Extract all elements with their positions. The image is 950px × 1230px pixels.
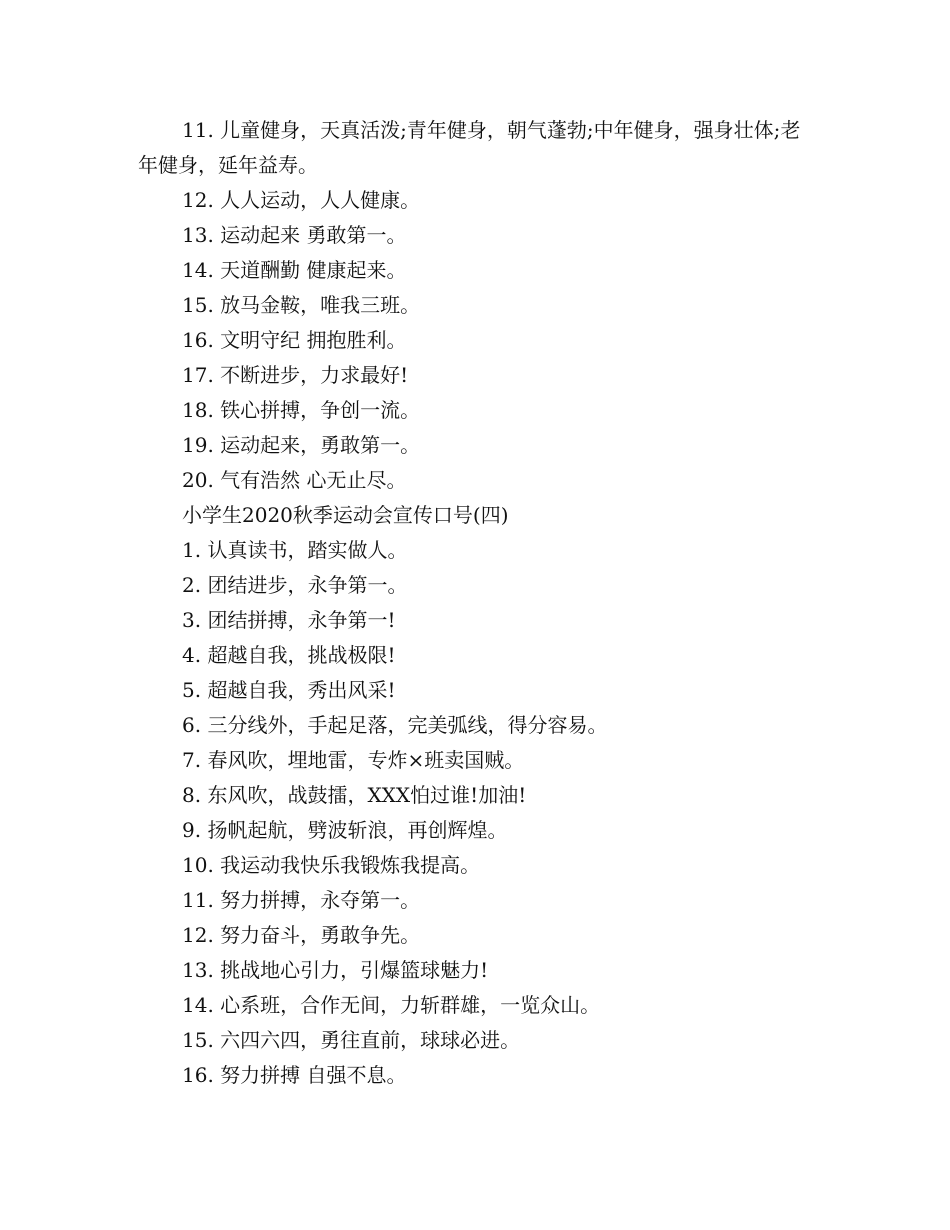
slogan-paragraph: 18. 铁心拼搏，争创一流。 [182,398,421,422]
slogan-paragraph: 13. 挑战地心引力，引爆篮球魅力! [182,958,489,982]
slogan-paragraph: 6. 三分线外，手起足落，完美弧线，得分容易。 [182,713,608,737]
document-body [138,113,818,1093]
slogan-paragraph: 1. 认真读书，踏实做人。 [182,538,408,562]
slogan-paragraph: 14. 天道酬勤 健康起来。 [182,258,407,282]
slogan-paragraph: 11. 努力拼搏，永夺第一。 [182,888,421,912]
slogan-paragraph: 15. 六四六四，勇往直前，球球必进。 [182,1028,521,1052]
slogan-paragraph: 16. 努力拼搏 自强不息。 [182,1063,407,1087]
slogan-paragraph: 15. 放马金鞍，唯我三班。 [182,293,421,317]
slogan-paragraph: 3. 团结拼搏，永争第一! [182,608,396,632]
slogan-paragraph: 8. 东风吹，战鼓擂，XXX怕过谁!加油! [182,783,527,807]
slogan-paragraph: 12. 人人运动，人人健康。 [182,188,421,212]
slogan-paragraph: 10. 我运动我快乐我锻炼我提高。 [182,853,481,877]
slogan-paragraph: 5. 超越自我，秀出风采! [182,678,396,702]
slogan-paragraph: 16. 文明守纪 拥抱胜利。 [182,328,407,352]
slogan-paragraph: 13. 运动起来 勇敢第一。 [182,223,407,247]
slogan-paragraph: 4. 超越自我，挑战极限! [182,643,396,667]
slogan-paragraph: 7. 春风吹，埋地雷，专炸×班卖国贼。 [182,748,525,772]
slogan-paragraph: 9. 扬帆起航，劈波斩浪，再创辉煌。 [182,818,508,842]
slogan-paragraph: 14. 心系班，合作无间，力斩群雄，一览众山。 [182,993,601,1017]
slogan-paragraph: 19. 运动起来，勇敢第一。 [182,433,421,457]
slogan-paragraph: 12. 努力奋斗，勇敢争先。 [182,923,421,947]
slogan-paragraph: 20. 气有浩然 心无止尽。 [182,468,407,492]
slogan-paragraph: 2. 团结进步，永争第一。 [182,573,408,597]
slogan-paragraph: 11. 儿童健身，天真活泼;青年健身，朝气蓬勃;中年健身，强身壮体;老年健身，延年益寿。 [138,118,801,177]
slogan-paragraph: 17. 不断进步，力求最好! [182,363,409,387]
section-heading: 小学生2020秋季运动会宣传口号(四) [182,503,509,527]
